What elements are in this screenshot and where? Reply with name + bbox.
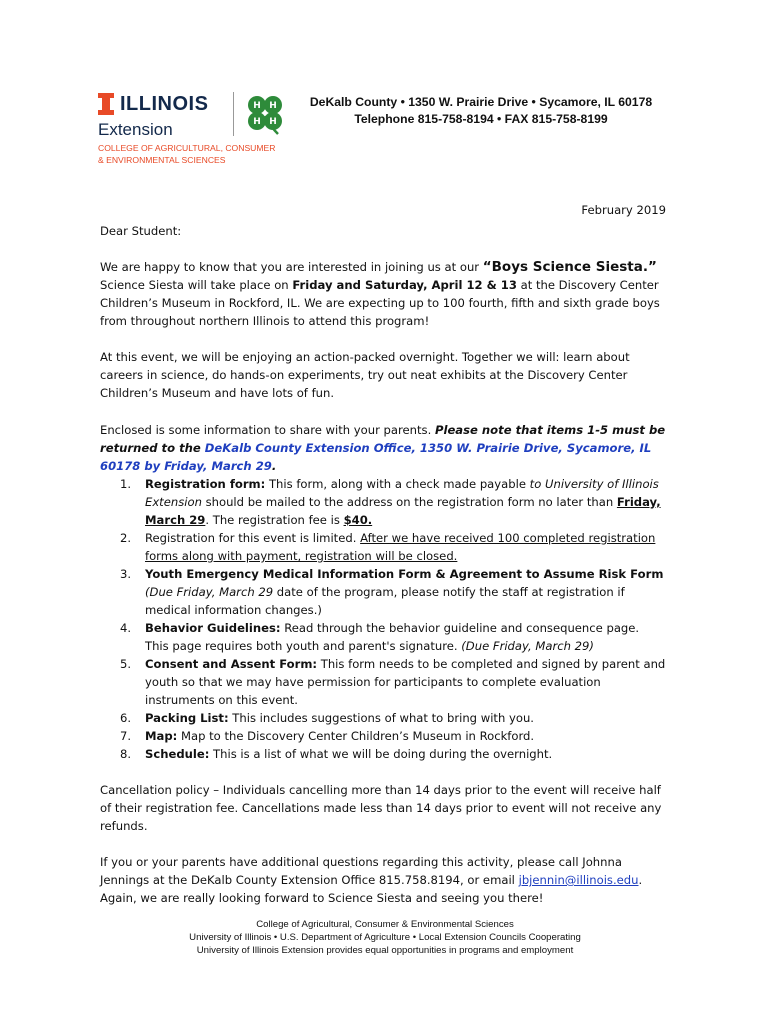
- item-number: 3.: [120, 567, 132, 581]
- cancellation-policy: Cancellation policy – Individuals cancelling more than 14 days prior to the event will receive half of their registration fee. Cancellations made less than 14 days prior to event will not receive any refunds.: [100, 783, 662, 833]
- item-title: Packing List:: [145, 711, 229, 725]
- item-title: Schedule:: [145, 747, 210, 761]
- item-text-3: . The registration fee is: [205, 513, 344, 527]
- 4-h-clover-icon: [240, 92, 290, 136]
- enclosure-list: [100, 475, 666, 763]
- closing-text-2: . Again, we are really looking forward to Science Siesta and seeing you there!: [100, 873, 643, 905]
- item-title: Consent and Assent Form:: [145, 657, 318, 671]
- event-dates: Friday and Saturday, April 12 & 13: [292, 278, 517, 292]
- item-number: 5.: [120, 657, 132, 671]
- enclosed-paragraph: [100, 421, 666, 475]
- intro-text-3: at the Discovery Center Children’s Museum in Rockford, IL. We are expecting up to 100 fourth, fifth and sixth grade boys from throughout northern Illinois to attend this program!: [100, 278, 660, 328]
- logo-divider: [233, 92, 234, 136]
- return-address: DeKalb County Extension Office, 1350 W. Prairie Drive, Sycamore, IL 60178 by Friday, March 29: [100, 441, 652, 473]
- office-contact: [296, 94, 666, 128]
- item-title: Youth Emergency Medical Information Form & Agreement to Assume Risk Form: [145, 567, 664, 581]
- item-text: date of the program, please notify the staff at registration if medical information changes.): [145, 585, 625, 617]
- list-item: [100, 619, 666, 655]
- item-number: 7.: [120, 729, 132, 743]
- item-text: This form, along with a check made payable: [265, 477, 530, 491]
- college-line-1: COLLEGE OF AGRICULTURAL, CONSUMER: [98, 143, 276, 153]
- svg-text:H: H: [269, 101, 277, 111]
- list-item: [100, 727, 666, 745]
- item-text: This includes suggestions of what to bring with you.: [228, 711, 534, 725]
- item-text-2: should be mailed to the address on the registration form no later than: [201, 495, 617, 509]
- return-note-end: .: [271, 459, 277, 473]
- item-title: Registration form:: [145, 477, 266, 491]
- footer-line-1: College of Agricultural, Consumer & Environmental Sciences: [256, 919, 514, 930]
- intro-text: We are happy to know that you are interested in joining us at our: [100, 260, 483, 274]
- block-i-icon: [98, 93, 114, 115]
- salutation: Dear Student:: [100, 224, 182, 238]
- item-text: Map to the Discovery Center Children’s Museum in Rockford.: [177, 729, 535, 743]
- item-text: Registration for this event is limited.: [145, 531, 361, 545]
- brand-name: ILLINOIS: [120, 92, 209, 115]
- intro-paragraph: [100, 258, 666, 330]
- registration-fee: $40.: [343, 513, 373, 527]
- item-number: 4.: [120, 621, 132, 635]
- payee: to University of Illinois Extension: [145, 477, 659, 509]
- footer-line-2: University of Illinois • U.S. Department of Agriculture • Local Extension Councils Cooperating: [189, 932, 581, 943]
- list-item: [100, 475, 666, 529]
- letter-date: February 2019: [581, 203, 666, 217]
- office-phone: Telephone 815-758-8194 • FAX 815-758-8199: [354, 112, 608, 126]
- item-number: 8.: [120, 747, 132, 761]
- page-footer: [150, 918, 620, 957]
- svg-text:H: H: [269, 117, 277, 127]
- return-note: Please note that items 1-5 must be returned to the: [100, 423, 666, 455]
- college-line-2: & ENVIRONMENTAL SCIENCES: [98, 155, 226, 165]
- activities-paragraph: At this event, we will be enjoying an action-packed overnight. Together we will: learn about careers in science, do hands-on experiments, try out neat exhibits at the Discovery Center Children’s Museum and have lots of fun.: [100, 350, 630, 400]
- list-item: [100, 565, 666, 619]
- program-name: “Boys Science Siesta.”: [482, 259, 657, 275]
- item-number: 1.: [120, 477, 132, 491]
- item-title: Map:: [145, 729, 178, 743]
- list-item: [100, 529, 666, 565]
- intro-text-2: Science Siesta will take place on: [100, 278, 293, 292]
- item-number: 6.: [120, 711, 132, 725]
- due-date: (Due Friday, March 29: [145, 585, 274, 599]
- enclosed-text: Enclosed is some information to share with your parents.: [100, 423, 435, 437]
- item-number: 2.: [120, 531, 132, 545]
- illinois-extension-logo: [98, 90, 234, 140]
- svg-text:H: H: [253, 101, 261, 111]
- item-text: This is a list of what we will be doing during the overnight.: [209, 747, 553, 761]
- svg-text:H: H: [253, 117, 261, 127]
- item-title: Behavior Guidelines:: [145, 621, 281, 635]
- closing-text: If you or your parents have additional questions regarding this activity, please call Johnna Jennings at the DeKalb County Extension Office 815.758.8194, or email: [100, 855, 622, 887]
- item-text: This form needs to be completed and signed by parent and youth so that we may have permission for participants to complete evaluation instruments on this event.: [145, 657, 666, 707]
- email-link[interactable]: jbjennin@illinois.edu: [518, 873, 639, 887]
- closing-paragraph: [100, 853, 666, 907]
- list-item: [100, 745, 666, 763]
- deadline: Friday, March 29: [145, 495, 661, 527]
- list-item: [100, 709, 666, 727]
- list-item: [100, 655, 666, 709]
- college-name: [98, 142, 275, 166]
- footer-line-3: University of Illinois Extension provides equal opportunities in programs and employment: [196, 945, 574, 956]
- closure-note: After we have received 100 completed registration forms along with payment, registration will be closed.: [145, 531, 656, 563]
- unit-name: Extension: [98, 120, 173, 139]
- item-text: Read through the behavior guideline and consequence page. This page requires both youth and parent's signature.: [145, 621, 640, 653]
- office-address: DeKalb County • 1350 W. Prairie Drive • Sycamore, IL 60178: [309, 95, 653, 109]
- due-date: (Due Friday, March 29): [461, 639, 594, 653]
